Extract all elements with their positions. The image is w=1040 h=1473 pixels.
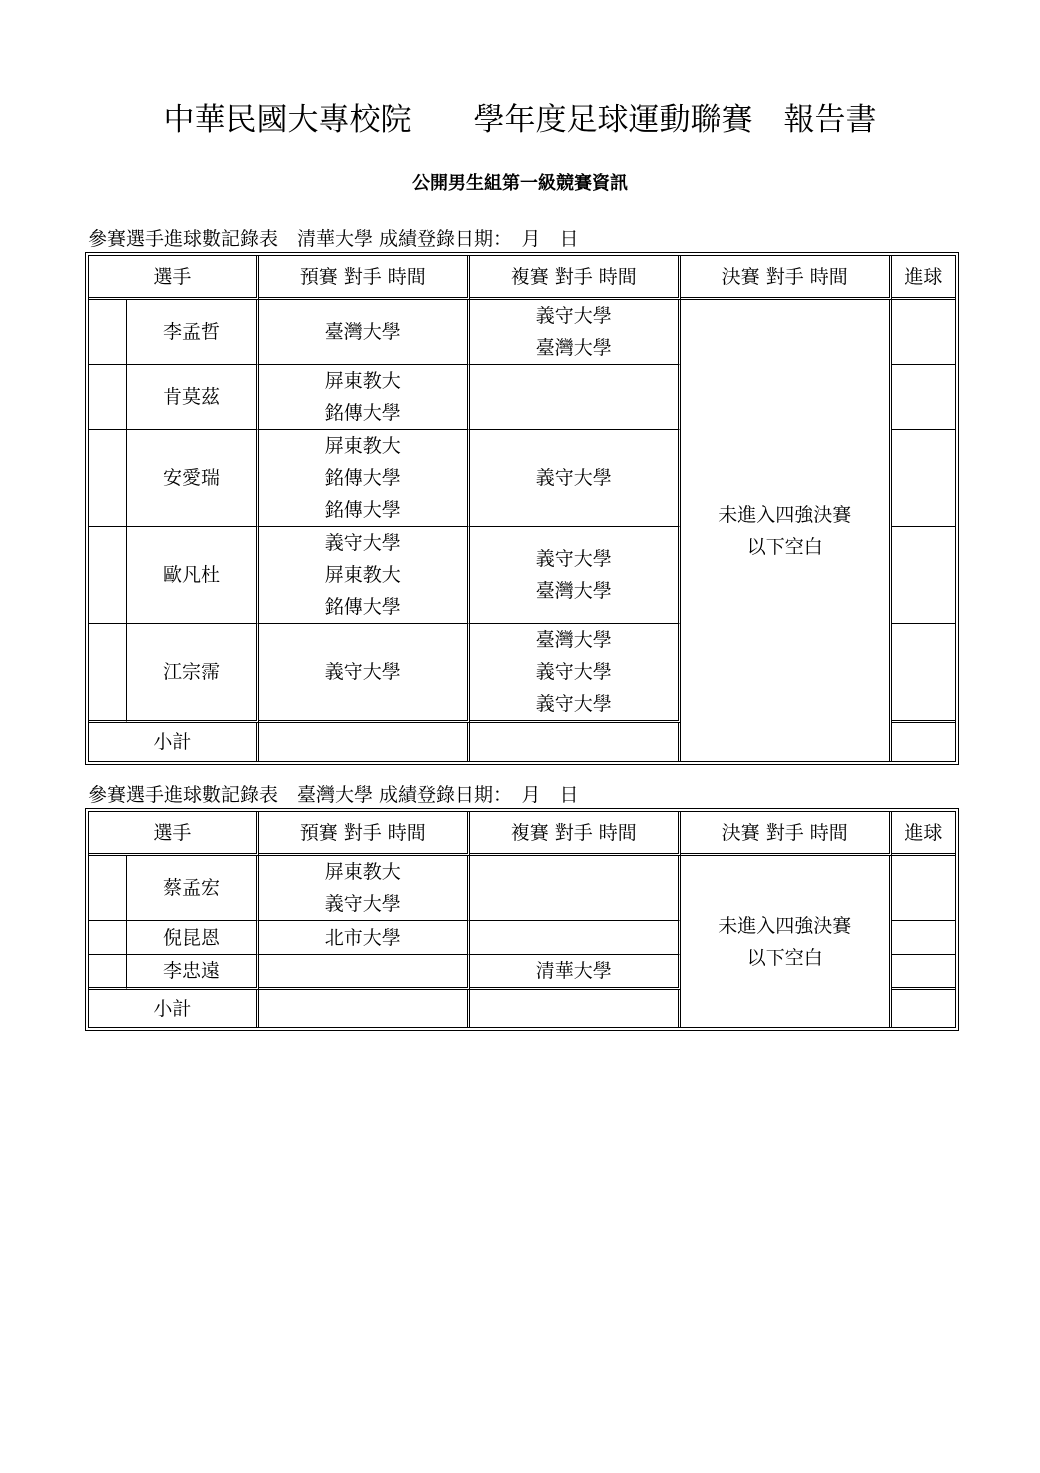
prelim-cell: 屏東教大 義守大學 (259, 856, 470, 921)
row-index-cell (89, 300, 127, 365)
prelim-cell (259, 955, 470, 990)
table-row (89, 856, 955, 921)
subtotal-semi (470, 723, 681, 761)
table-row (89, 300, 955, 365)
header-prelim: 預賽 對手 時間 (259, 812, 470, 856)
goals-cell[interactable] (892, 365, 955, 430)
semi-cell: 臺灣大學 義守大學 義守大學 (470, 624, 681, 723)
header-prelim: 預賽 對手 時間 (259, 256, 470, 300)
semi-cell (470, 856, 681, 921)
header-player: 選手 (89, 256, 259, 300)
semi-cell: 義守大學 臺灣大學 (470, 300, 681, 365)
row-index-cell (89, 624, 127, 723)
subtotal-prelim (259, 723, 470, 761)
semi-cell (470, 921, 681, 955)
score-table-1 (85, 252, 959, 765)
goals-cell[interactable] (892, 624, 955, 723)
table-caption-1: 參賽選手進球數記錄表 清華大學 成績登錄日期： 月 日 (88, 228, 579, 250)
player-name: 江宗霈 (127, 624, 259, 723)
table-caption-2: 參賽選手進球數記錄表 臺灣大學 成績登錄日期： 月 日 (88, 784, 579, 806)
subtotal-semi (470, 990, 681, 1027)
semi-cell: 義守大學 臺灣大學 (470, 527, 681, 624)
semi-cell: 義守大學 (470, 430, 681, 527)
prelim-cell: 屏東教大 銘傳大學 銘傳大學 (259, 430, 470, 527)
row-index-cell (89, 856, 127, 921)
header-semi: 複賽 對手 時間 (470, 812, 681, 856)
subtotal-prelim (259, 990, 470, 1027)
prelim-cell: 北市大學 (259, 921, 470, 955)
goals-cell[interactable] (892, 430, 955, 527)
subtotal-label: 小計 (89, 990, 259, 1027)
page-subtitle: 公開男生組第一級競賽資訊 (412, 173, 628, 194)
page-title: 中華民國大專校院 學年度足球運動聯賽 報告書 (163, 102, 877, 138)
final-note-cell: 未進入四強決賽 以下空白 (681, 856, 892, 1027)
goals-cell[interactable] (892, 921, 955, 955)
player-name: 李孟哲 (127, 300, 259, 365)
row-index-cell (89, 527, 127, 624)
goals-cell[interactable] (892, 955, 955, 990)
header-final: 決賽 對手 時間 (681, 812, 892, 856)
player-name: 蔡孟宏 (127, 856, 259, 921)
semi-cell: 清華大學 (470, 955, 681, 990)
subtotal-goals[interactable] (892, 990, 955, 1027)
header-goals: 進球 (892, 812, 955, 856)
semi-cell (470, 365, 681, 430)
player-name: 李忠遠 (127, 955, 259, 990)
player-name: 倪昆恩 (127, 921, 259, 955)
subtotal-label: 小計 (89, 723, 259, 761)
goals-cell[interactable] (892, 856, 955, 921)
prelim-cell: 臺灣大學 (259, 300, 470, 365)
player-name: 肯莫茲 (127, 365, 259, 430)
player-name: 歐凡杜 (127, 527, 259, 624)
header-final: 決賽 對手 時間 (681, 256, 892, 300)
row-index-cell (89, 921, 127, 955)
score-table-2 (85, 808, 959, 1031)
prelim-cell: 屏東教大 銘傳大學 (259, 365, 470, 430)
header-semi: 複賽 對手 時間 (470, 256, 681, 300)
player-name: 安愛瑞 (127, 430, 259, 527)
header-player: 選手 (89, 812, 259, 856)
row-index-cell (89, 430, 127, 527)
prelim-cell: 義守大學 屏東教大 銘傳大學 (259, 527, 470, 624)
subtotal-goals[interactable] (892, 723, 955, 761)
goals-cell[interactable] (892, 300, 955, 365)
prelim-cell: 義守大學 (259, 624, 470, 723)
final-note-cell: 未進入四強決賽 以下空白 (681, 300, 892, 761)
row-index-cell (89, 365, 127, 430)
row-index-cell (89, 955, 127, 990)
goals-cell[interactable] (892, 527, 955, 624)
header-goals: 進球 (892, 256, 955, 300)
